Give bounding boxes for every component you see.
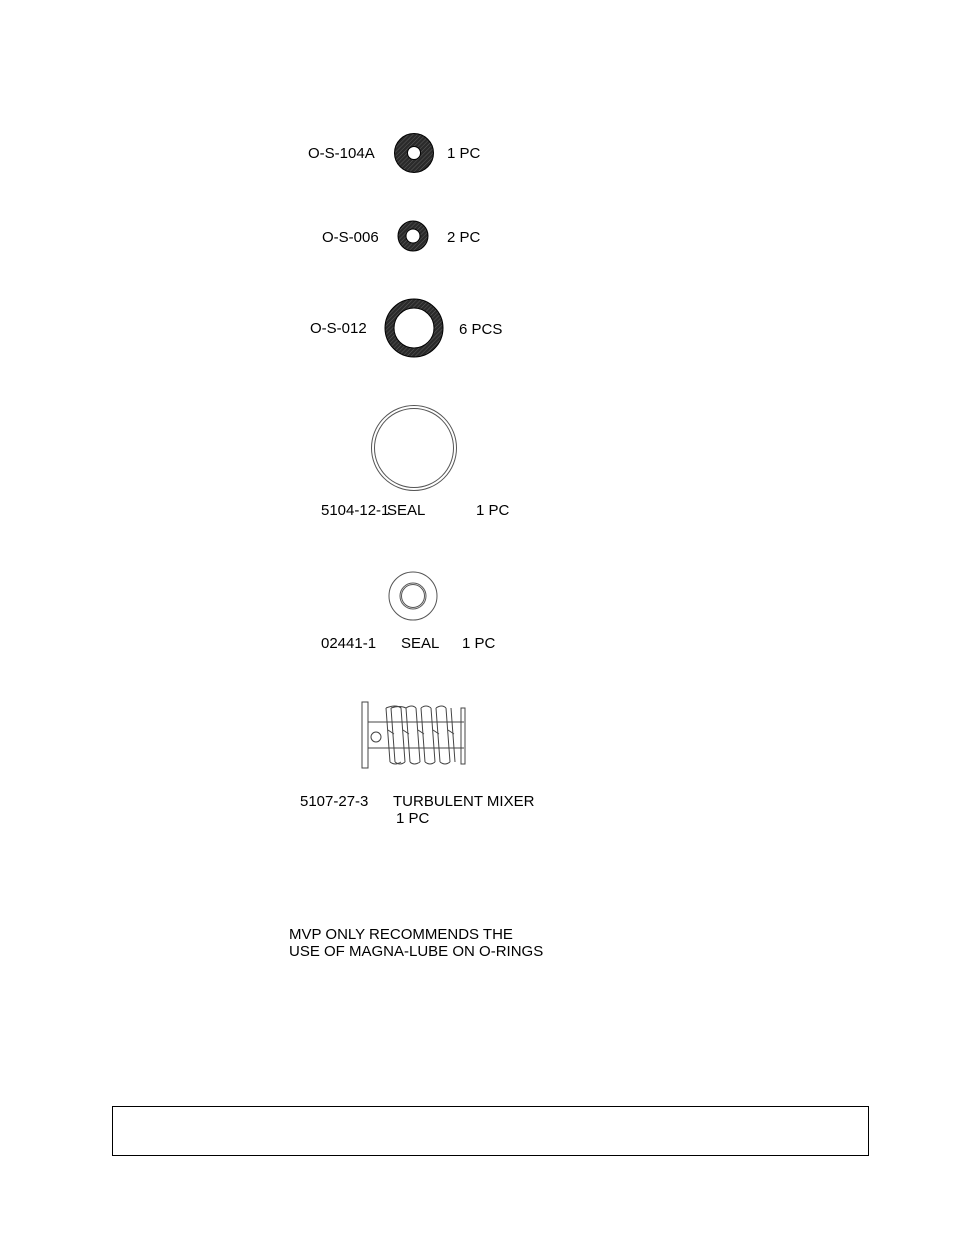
turbulent-mixer-spring-icon: [358, 700, 470, 770]
quantity-o-s-104a: 1 PC: [447, 145, 481, 162]
lubricant-note-line-2: USE OF MAGNA-LUBE ON O-RINGS: [289, 943, 544, 960]
o-ring-large-icon: [384, 298, 444, 358]
description-5107-27-3: TURBULENT MIXER: [393, 793, 535, 810]
seal-ring-small-icon: [388, 571, 438, 621]
part-number-o-s-006: O-S-006: [322, 229, 379, 246]
footer-box: [112, 1106, 869, 1156]
lubricant-note-line-1: MVP ONLY RECOMMENDS THE: [289, 926, 513, 943]
description-02441-1: SEAL: [401, 635, 440, 652]
part-number-5107-27-3: 5107-27-3: [300, 793, 369, 810]
o-ring-tiny-icon: [397, 220, 429, 252]
part-number-o-s-104a: O-S-104A: [308, 145, 375, 162]
quantity-o-s-006: 2 PC: [447, 229, 481, 246]
o-ring-small-icon: [393, 133, 435, 173]
quantity-o-s-012: 6 PCS: [459, 321, 503, 338]
description-5104-12-1: SEAL: [387, 502, 426, 519]
part-number-02441-1: 02441-1: [321, 635, 377, 652]
part-number-5104-12-1: 5104-12-1: [321, 502, 390, 519]
part-number-o-s-012: O-S-012: [310, 320, 367, 337]
quantity-5107-27-3: 1 PC: [396, 810, 430, 827]
quantity-5104-12-1: 1 PC: [476, 502, 510, 519]
seal-ring-large-icon: [369, 404, 459, 492]
quantity-02441-1: 1 PC: [462, 635, 496, 652]
